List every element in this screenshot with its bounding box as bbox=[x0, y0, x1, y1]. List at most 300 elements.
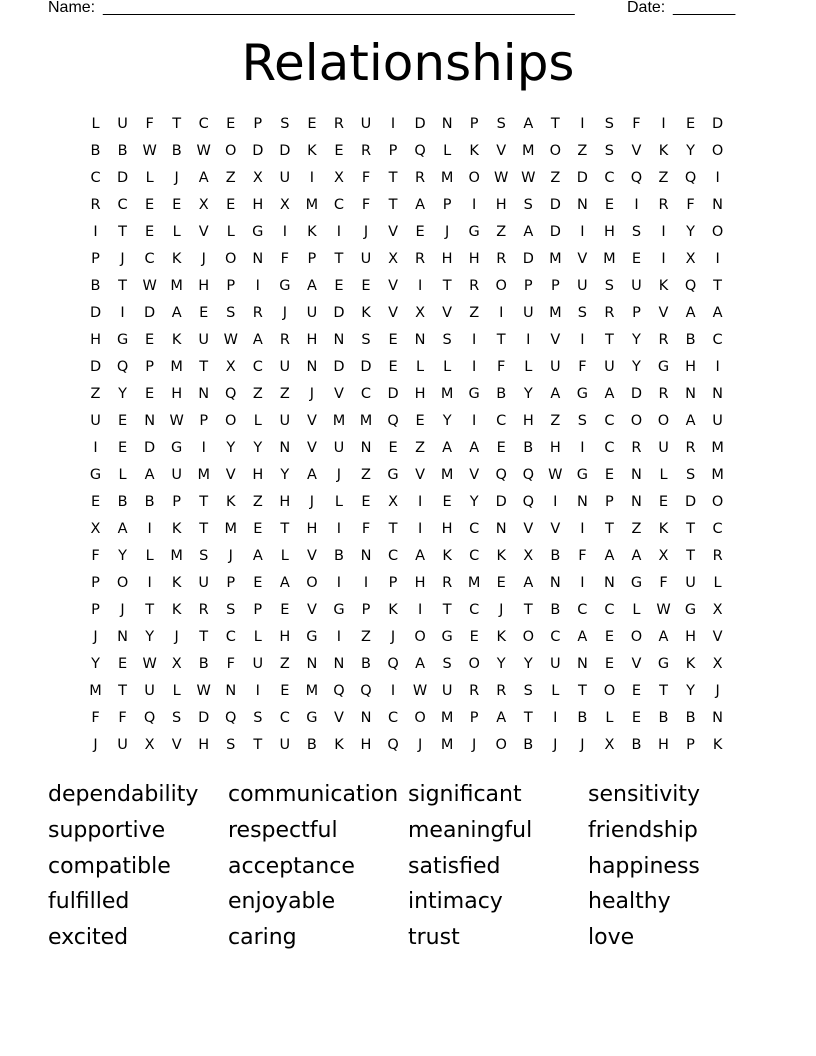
grid-letter: H bbox=[171, 386, 183, 402]
grid-letter: V bbox=[550, 332, 561, 348]
grid-letter: L bbox=[118, 467, 127, 483]
grid-letter: C bbox=[469, 521, 480, 537]
grid-letter: W bbox=[142, 278, 157, 294]
grid-letter: L bbox=[280, 548, 289, 564]
grid-letter: V bbox=[306, 413, 317, 429]
grid-letter: E bbox=[280, 683, 290, 699]
grid-letter: M bbox=[224, 521, 238, 537]
grid-letter: B bbox=[333, 548, 344, 564]
grid-row bbox=[82, 138, 731, 165]
grid-letter: V bbox=[523, 521, 534, 537]
word-bank-item: happiness bbox=[588, 853, 700, 879]
grid-letter: T bbox=[199, 494, 209, 510]
grid-letter: W bbox=[142, 143, 157, 159]
grid-row bbox=[82, 219, 731, 246]
grid-letter: M bbox=[170, 548, 183, 564]
grid-letter: J bbox=[93, 737, 98, 753]
grid-letter: A bbox=[469, 440, 480, 456]
grid-letter: C bbox=[225, 629, 236, 645]
grid-letter: E bbox=[604, 197, 614, 213]
grid-letter: Z bbox=[279, 386, 290, 402]
grid-letter: G bbox=[387, 467, 399, 483]
grid-letter: D bbox=[144, 305, 156, 321]
grid-letter: U bbox=[360, 251, 372, 267]
grid-letter: K bbox=[388, 602, 398, 618]
grid-letter: I bbox=[661, 116, 666, 132]
grid-letter: F bbox=[91, 548, 100, 564]
grid-letter: Z bbox=[361, 467, 371, 483]
grid-letter: N bbox=[712, 386, 724, 402]
grid-letter: A bbox=[415, 548, 426, 564]
grid-letter: C bbox=[90, 170, 101, 186]
grid-letter: H bbox=[549, 440, 561, 456]
grid-letter: B bbox=[361, 656, 371, 672]
grid-letter: S bbox=[604, 278, 615, 294]
grid-letter: S bbox=[226, 737, 236, 753]
grid-letter: R bbox=[658, 332, 669, 348]
grid-letter: E bbox=[145, 197, 155, 213]
grid-letter: X bbox=[685, 251, 696, 267]
grid-letter: I bbox=[580, 224, 585, 240]
grid-letter: V bbox=[631, 143, 642, 159]
grid-letter: B bbox=[90, 278, 101, 294]
grid-letter: T bbox=[172, 116, 182, 132]
grid-letter: O bbox=[225, 143, 237, 159]
grid-letter: J bbox=[553, 737, 558, 753]
grid-letter: S bbox=[631, 224, 642, 240]
grid-letter: I bbox=[472, 332, 477, 348]
grid-letter: A bbox=[604, 386, 615, 402]
grid-letter: O bbox=[549, 143, 562, 159]
grid-letter: D bbox=[495, 494, 507, 510]
grid-letter: J bbox=[201, 251, 206, 267]
grid-letter: L bbox=[443, 359, 452, 375]
grid-letter: J bbox=[499, 602, 504, 618]
word-bank-item: sensitivity bbox=[588, 782, 701, 807]
grid-letter: P bbox=[91, 251, 100, 267]
grid-letter: B bbox=[117, 143, 128, 159]
grid-letter: Q bbox=[522, 494, 534, 510]
grid-letter: A bbox=[198, 170, 209, 186]
grid-letter: A bbox=[144, 467, 155, 483]
grid-letter: N bbox=[441, 116, 453, 132]
grid-letter: S bbox=[523, 197, 533, 213]
grid-letter: O bbox=[468, 170, 480, 186]
word-bank-item: intimacy bbox=[408, 889, 503, 915]
grid-row bbox=[82, 192, 731, 219]
grid-letter: U bbox=[631, 278, 642, 294]
grid-letter: O bbox=[116, 575, 129, 591]
grid-letter: A bbox=[306, 278, 317, 294]
grid-letter: T bbox=[118, 224, 127, 240]
grid-letter: Z bbox=[225, 170, 236, 186]
grid-letter: N bbox=[252, 251, 264, 267]
grid-letter: J bbox=[390, 629, 396, 645]
grid-letter: K bbox=[171, 521, 182, 537]
grid-letter: I bbox=[715, 251, 720, 267]
grid-letter: S bbox=[226, 602, 236, 618]
grid-letter: Q bbox=[387, 656, 399, 672]
grid-letter: Q bbox=[360, 683, 372, 699]
grid-letter: E bbox=[253, 575, 263, 591]
grid-row bbox=[82, 651, 731, 678]
grid-letter: K bbox=[496, 629, 506, 645]
grid-letter: A bbox=[117, 521, 128, 537]
grid-letter: T bbox=[442, 278, 452, 294]
grid-letter: D bbox=[252, 143, 264, 159]
grid-letter: A bbox=[550, 386, 561, 402]
grid-letter: C bbox=[550, 629, 561, 645]
grid-letter: R bbox=[333, 116, 344, 132]
grid-letter: C bbox=[469, 548, 480, 564]
grid-letter: O bbox=[657, 413, 670, 429]
grid-letter: Z bbox=[279, 656, 290, 672]
grid-letter: E bbox=[631, 710, 642, 726]
grid-letter: C bbox=[360, 386, 372, 402]
grid-letter: Q bbox=[387, 413, 399, 429]
grid-letter: E bbox=[469, 629, 479, 645]
grid-letter: R bbox=[469, 683, 480, 699]
grid-letter: U bbox=[279, 359, 291, 375]
grid-letter: U bbox=[117, 737, 128, 753]
grid-letter: L bbox=[226, 224, 235, 240]
grid-letter: T bbox=[577, 683, 587, 699]
grid-letter: H bbox=[522, 413, 534, 429]
grid-letter: H bbox=[252, 467, 264, 483]
grid-letter: M bbox=[440, 170, 454, 186]
grid-letter: Q bbox=[495, 467, 507, 483]
grid-letter: G bbox=[576, 386, 588, 402]
grid-row bbox=[82, 246, 731, 273]
grid-letter: U bbox=[577, 278, 588, 294]
grid-letter: Z bbox=[658, 170, 669, 186]
grid-letter: U bbox=[144, 683, 155, 699]
grid-letter: B bbox=[550, 602, 561, 618]
grid-letter: L bbox=[659, 467, 668, 483]
grid-letter: B bbox=[523, 737, 534, 753]
grid-letter: C bbox=[604, 413, 615, 429]
grid-letter: P bbox=[253, 116, 263, 132]
grid-letter: H bbox=[441, 251, 453, 267]
grid-letter: F bbox=[145, 116, 154, 132]
grid-letter: T bbox=[199, 521, 209, 537]
grid-letter: R bbox=[658, 197, 669, 213]
grid-letter: V bbox=[577, 251, 588, 267]
grid-letter: B bbox=[117, 494, 128, 510]
grid-row bbox=[82, 624, 731, 651]
grid-letter: C bbox=[712, 332, 723, 348]
grid-letter: Y bbox=[686, 143, 695, 159]
grid-letter: F bbox=[578, 359, 587, 375]
grid-letter: P bbox=[686, 737, 695, 753]
grid-letter: E bbox=[496, 440, 506, 456]
grid-letter: P bbox=[361, 602, 371, 618]
grid-letter: L bbox=[253, 413, 262, 429]
grid-letter: S bbox=[604, 143, 615, 159]
grid-letter: F bbox=[578, 548, 587, 564]
grid-letter: W bbox=[142, 656, 157, 672]
grid-letter: H bbox=[360, 737, 372, 753]
grid-letter: D bbox=[116, 170, 129, 186]
grid-letter: D bbox=[89, 359, 102, 375]
grid-letter: V bbox=[658, 305, 669, 321]
grid-letter: D bbox=[576, 170, 588, 186]
grid-letter: B bbox=[577, 710, 588, 726]
grid-row bbox=[82, 435, 731, 462]
grid-letter: V bbox=[712, 629, 723, 645]
grid-letter: N bbox=[631, 467, 642, 483]
grid-letter: I bbox=[472, 197, 477, 213]
grid-letter: Z bbox=[550, 413, 561, 429]
grid-letter: A bbox=[523, 224, 534, 240]
grid-letter: N bbox=[495, 521, 507, 537]
grid-letter: L bbox=[632, 602, 641, 618]
grid-letter: O bbox=[225, 251, 237, 267]
grid-letter: S bbox=[496, 116, 506, 132]
grid-letter: E bbox=[117, 440, 128, 456]
grid-letter: I bbox=[661, 224, 666, 240]
word-bank-item: supportive bbox=[48, 817, 166, 843]
grid-letter: S bbox=[253, 710, 263, 726]
grid-letter: L bbox=[551, 683, 560, 699]
grid-letter: R bbox=[496, 251, 507, 267]
grid-letter: C bbox=[604, 170, 615, 186]
grid-letter: V bbox=[442, 305, 453, 321]
grid-letter: T bbox=[388, 521, 398, 537]
grid-letter: E bbox=[145, 224, 155, 240]
grid-letter: W bbox=[223, 332, 238, 348]
grid-letter: I bbox=[201, 440, 206, 456]
grid-letter: S bbox=[604, 116, 615, 132]
grid-letter: V bbox=[388, 305, 398, 321]
grid-letter: E bbox=[145, 386, 155, 402]
grid-letter: E bbox=[604, 467, 614, 483]
grid-letter: E bbox=[604, 629, 614, 645]
grid-letter: U bbox=[279, 737, 291, 753]
grid-letter: A bbox=[252, 548, 263, 564]
grid-letter: T bbox=[659, 683, 668, 699]
grid-letter: S bbox=[577, 305, 587, 321]
grid-letter: Z bbox=[577, 143, 588, 159]
grid-letter: D bbox=[630, 386, 643, 402]
grid-letter: N bbox=[225, 683, 237, 699]
grid-letter: N bbox=[414, 332, 426, 348]
grid-letter: H bbox=[90, 332, 101, 348]
grid-letter: U bbox=[279, 170, 291, 186]
word-bank-item: enjoyable bbox=[228, 889, 336, 915]
grid-letter: Y bbox=[118, 386, 127, 402]
grid-letter: K bbox=[226, 494, 236, 510]
grid-letter: A bbox=[171, 305, 182, 321]
grid-letter: J bbox=[120, 602, 125, 618]
grid-letter: C bbox=[712, 521, 723, 537]
grid-letter: U bbox=[441, 683, 453, 699]
grid-letter: H bbox=[658, 737, 669, 753]
grid-letter: X bbox=[198, 197, 209, 213]
grid-letter: I bbox=[390, 683, 396, 699]
grid-letter: D bbox=[549, 224, 561, 240]
grid-letter: E bbox=[388, 440, 398, 456]
word-bank-item: fulfilled bbox=[48, 889, 130, 915]
grid-letter: A bbox=[523, 575, 534, 591]
grid-letter: X bbox=[90, 521, 101, 537]
grid-letter: T bbox=[253, 737, 263, 753]
grid-letter: N bbox=[631, 494, 642, 510]
grid-letter: K bbox=[307, 143, 317, 159]
grid-letter: U bbox=[685, 575, 696, 591]
grid-letter: L bbox=[605, 710, 614, 726]
grid-letter: P bbox=[469, 710, 479, 726]
grid-letter: B bbox=[550, 548, 561, 564]
grid-letter: N bbox=[279, 440, 291, 456]
grid-letter: U bbox=[333, 440, 345, 456]
grid-letter: V bbox=[306, 548, 317, 564]
grid-letter: I bbox=[526, 332, 531, 348]
grid-letter: E bbox=[90, 494, 101, 510]
grid-letter: V bbox=[171, 737, 182, 753]
grid-letter: J bbox=[472, 737, 477, 753]
grid-letter: T bbox=[280, 521, 290, 537]
grid-letter: Q bbox=[387, 737, 399, 753]
grid-letter: T bbox=[604, 521, 614, 537]
grid-letter: A bbox=[631, 548, 642, 564]
grid-letter: V bbox=[306, 602, 317, 618]
grid-letter: X bbox=[144, 737, 155, 753]
grid-letter: V bbox=[225, 467, 236, 483]
grid-letter: E bbox=[631, 683, 642, 699]
grid-letter: F bbox=[361, 170, 371, 186]
grid-letter: C bbox=[144, 251, 155, 267]
grid-letter: R bbox=[279, 332, 290, 348]
grid-letter: Y bbox=[118, 548, 127, 564]
grid-letter: W bbox=[521, 170, 536, 186]
grid-letter: E bbox=[361, 494, 371, 510]
word-bank-item: love bbox=[588, 925, 635, 951]
grid-letter: B bbox=[685, 710, 696, 726]
grid-letter: S bbox=[442, 656, 452, 672]
grid-letter: D bbox=[360, 359, 372, 375]
grid-letter: L bbox=[172, 224, 181, 240]
grid-letter: I bbox=[282, 224, 287, 240]
grid-letter: R bbox=[685, 440, 696, 456]
grid-letter: C bbox=[469, 602, 480, 618]
grid-letter: T bbox=[604, 332, 614, 348]
grid-letter: K bbox=[171, 575, 182, 591]
grid-letter: T bbox=[199, 629, 209, 645]
grid-letter: N bbox=[712, 197, 724, 213]
grid-letter: I bbox=[93, 224, 98, 240]
name-blank-line[interactable]: _____________________________________________________ bbox=[103, 0, 575, 16]
grid-row bbox=[82, 462, 731, 489]
word-bank-item: excited bbox=[48, 925, 129, 951]
word-bank-item: respectful bbox=[228, 817, 338, 843]
grid-row bbox=[82, 678, 731, 705]
grid-letter: W bbox=[196, 683, 211, 699]
grid-letter: P bbox=[172, 494, 182, 510]
grid-letter: B bbox=[171, 143, 182, 159]
grid-letter: H bbox=[685, 359, 696, 375]
grid-letter: F bbox=[280, 251, 290, 267]
grid-letter: I bbox=[93, 440, 98, 456]
grid-letter: X bbox=[523, 548, 534, 564]
grid-letter: E bbox=[145, 332, 155, 348]
grid-letter: M bbox=[549, 305, 562, 321]
grid-letter: C bbox=[387, 710, 399, 726]
grid-letter: G bbox=[252, 224, 264, 240]
grid-letter: O bbox=[711, 224, 724, 240]
grid-letter: Q bbox=[684, 278, 697, 294]
grid-letter: G bbox=[684, 602, 697, 618]
grid-letter: F bbox=[118, 710, 127, 726]
grid-letter: G bbox=[89, 467, 102, 483]
grid-letter: E bbox=[253, 521, 263, 537]
grid-letter: P bbox=[226, 278, 236, 294]
grid-letter: L bbox=[145, 548, 154, 564]
grid-letter: M bbox=[711, 440, 724, 456]
grid-letter: Q bbox=[225, 386, 237, 402]
grid-letter: F bbox=[497, 359, 506, 375]
grid-letter: U bbox=[198, 332, 210, 348]
grid-letter: D bbox=[387, 386, 399, 402]
grid-letter: P bbox=[388, 575, 398, 591]
grid-letter: S bbox=[172, 710, 182, 726]
grid-letter: H bbox=[441, 521, 453, 537]
grid-letter: I bbox=[120, 305, 125, 321]
grid-letter: W bbox=[548, 467, 563, 483]
date-blank-line[interactable]: _______ bbox=[673, 0, 736, 16]
grid-letter: B bbox=[658, 710, 669, 726]
grid-letter: X bbox=[225, 359, 236, 375]
grid-letter: Z bbox=[252, 494, 263, 510]
grid-letter: Q bbox=[522, 467, 534, 483]
grid-letter: S bbox=[361, 332, 371, 348]
grid-letter: H bbox=[279, 494, 291, 510]
grid-letter: I bbox=[147, 575, 152, 591]
grid-letter: V bbox=[415, 467, 426, 483]
grid-row bbox=[82, 543, 731, 570]
grid-letter: M bbox=[549, 251, 562, 267]
grid-letter: T bbox=[713, 278, 723, 294]
grid-letter: X bbox=[388, 251, 398, 267]
grid-letter: M bbox=[440, 386, 454, 402]
grid-letter: J bbox=[715, 683, 720, 699]
grid-letter: E bbox=[199, 305, 209, 321]
grid-letter: J bbox=[93, 629, 98, 645]
grid-letter: V bbox=[333, 386, 344, 402]
grid-letter: M bbox=[359, 413, 373, 429]
grid-row bbox=[82, 597, 731, 624]
word-bank-item: dependability bbox=[48, 782, 199, 807]
grid-letter: Q bbox=[143, 710, 156, 726]
grid-letter: O bbox=[414, 629, 426, 645]
word-bank-item: significant bbox=[408, 782, 522, 807]
grid-letter: I bbox=[580, 116, 585, 132]
grid-letter: X bbox=[388, 494, 398, 510]
grid-letter: T bbox=[550, 116, 560, 132]
grid-letter: X bbox=[604, 737, 615, 753]
grid-letter: F bbox=[361, 197, 371, 213]
grid-letter: U bbox=[117, 116, 128, 132]
grid-letter: Z bbox=[496, 224, 507, 240]
grid-letter: Q bbox=[333, 683, 345, 699]
grid-letter: R bbox=[442, 575, 453, 591]
grid-letter: E bbox=[226, 116, 236, 132]
grid-letter: E bbox=[658, 494, 669, 510]
grid-letter: J bbox=[363, 224, 369, 240]
grid-letter: T bbox=[334, 251, 344, 267]
grid-letter: Y bbox=[280, 467, 290, 483]
word-bank-item: acceptance bbox=[228, 853, 355, 879]
